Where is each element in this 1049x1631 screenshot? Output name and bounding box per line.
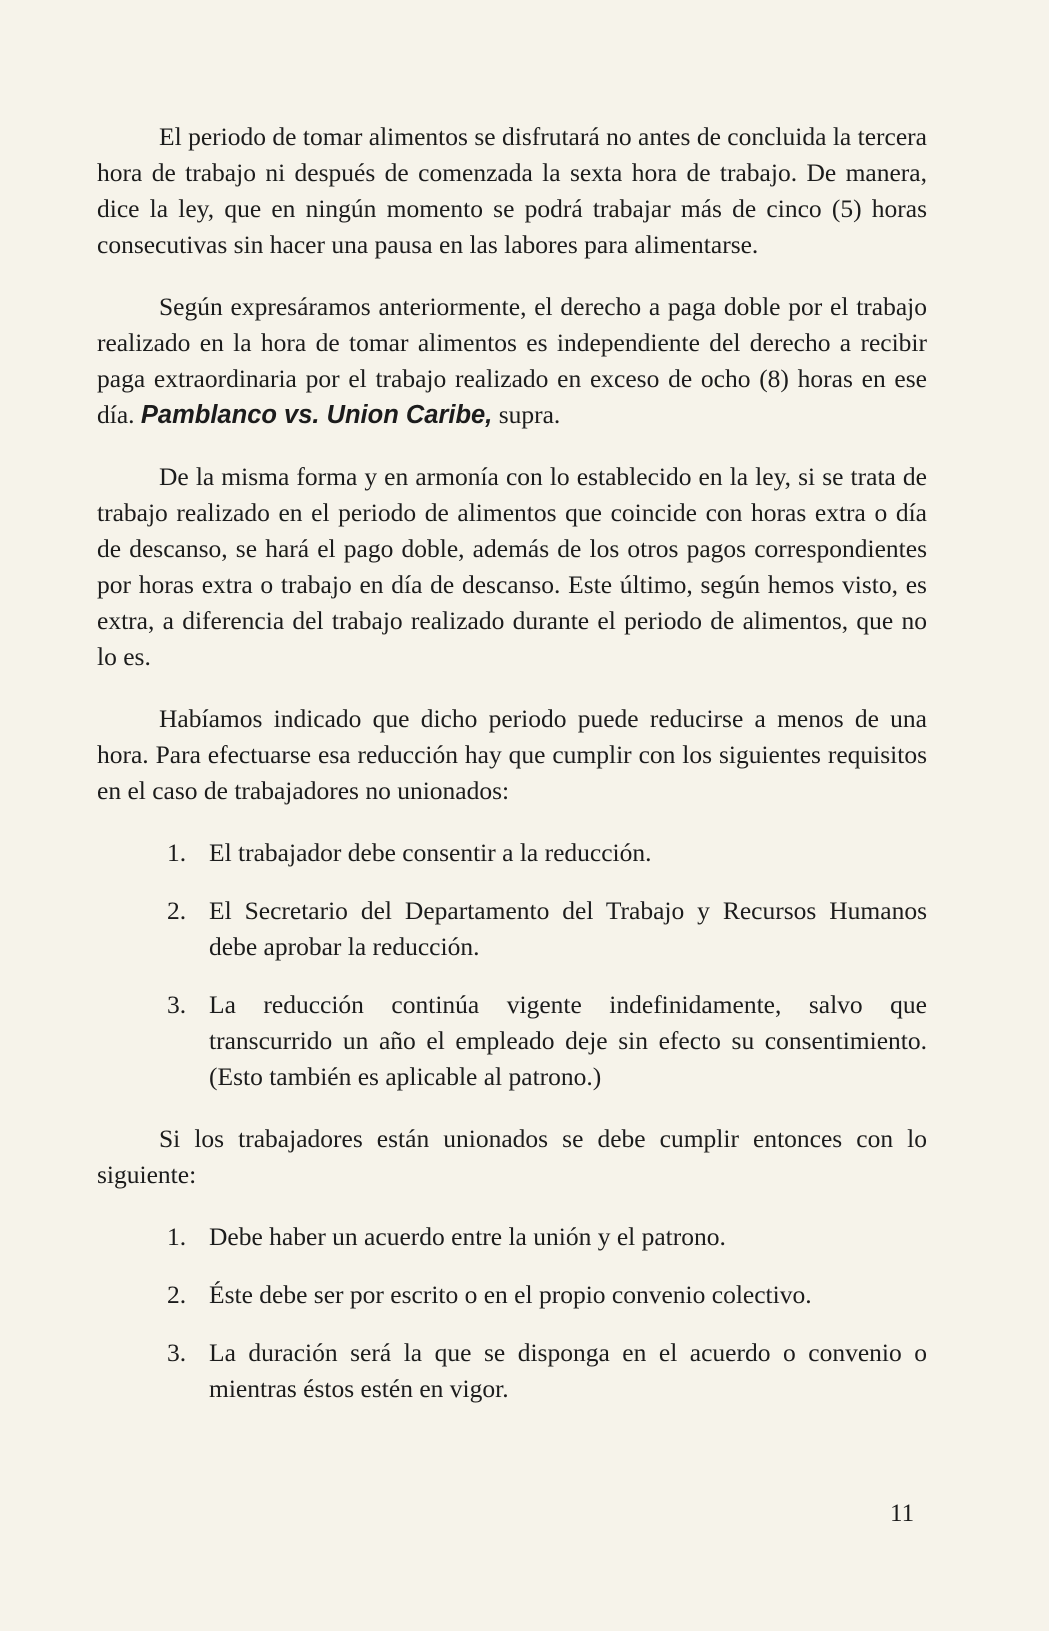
list-item-text: La reducción continúa vigente indefinidamente, salvo que transcurrido un año el empleado deje sin efecto su consentimiento. (Esto también es aplicable al patrono.): [209, 990, 927, 1091]
requirements-list-union: [97, 1219, 927, 1407]
paragraph-double-pay: [97, 289, 927, 433]
list-item-text: El Secretario del Departamento del Trabajo y Recursos Humanos debe aprobar la reducción.: [209, 896, 927, 961]
list-item-text: Éste debe ser por escrito o en el propio convenio colectivo.: [209, 1280, 812, 1309]
page-number: 11: [890, 1500, 915, 1527]
paragraph-reduction: Habíamos indicado que dicho periodo puede reducirse a menos de una hora. Para efectuarse esa reducción hay que cumplir con los siguientes requisitos en el caso de trabajadores no unionados:: [97, 704, 927, 805]
list-item-number: 3.: [167, 990, 187, 1019]
paragraph-union: Si los trabajadores están unionados se debe cumplir entonces con lo siguiente:: [97, 1124, 927, 1189]
list-item-number: 1.: [167, 838, 187, 867]
paragraph-double-pay-text: Según expresáramos anteriormente, el derecho a paga doble por el trabajo realizado en la hora de tomar alimentos es independiente del derecho a recibir paga extraordinaria por el trabajo realizado en exceso de ocho (8) horas en ese día.: [97, 292, 927, 429]
list-item-number: 2.: [167, 896, 187, 925]
paragraph-overtime: De la misma forma y en armonía con lo establecido en la ley, si se trata de trabajo realizado en el periodo de alimentos que coincide con horas extra o día de descanso, se hará el pago doble, además de los otros pagos correspondientes por horas extra o trabajo en día de descanso. Este último, según hemos visto, es extra, a diferencia del trabajo realizado durante el periodo de alimentos, que no lo es.: [97, 462, 927, 671]
citation-suffix: supra.: [492, 400, 561, 429]
list-item: [97, 987, 927, 1095]
list-item-text: El trabajador debe consentir a la reducción.: [209, 838, 652, 867]
case-citation: Pamblanco vs. Union Caribe,: [140, 401, 493, 429]
list-item-text: La duración será la que se disponga en el acuerdo o convenio o mientras éstos estén en vigor.: [209, 1338, 927, 1403]
list-item-text: Debe haber un acuerdo entre la unión y el patrono.: [209, 1222, 726, 1251]
list-item: [97, 893, 927, 965]
list-item: [97, 1277, 927, 1313]
list-item-number: 1.: [167, 1222, 187, 1251]
list-item-number: 3.: [167, 1338, 187, 1367]
list-item: [97, 1335, 927, 1407]
paragraph-meal-period: El periodo de tomar alimentos se disfrutará no antes de concluida la tercera hora de trabajo ni después de comenzada la sexta hora de trabajo. De manera, dice la ley, que en ningún momento se podrá trabajar más de cinco (5) horas consecutivas sin hacer una pausa en las labores para alimentarse.: [97, 122, 927, 259]
requirements-list-non-union: [97, 835, 927, 1095]
list-item: [97, 1219, 927, 1255]
list-item-number: 2.: [167, 1280, 187, 1309]
list-item: [97, 835, 927, 871]
page-body: [97, 119, 927, 1433]
